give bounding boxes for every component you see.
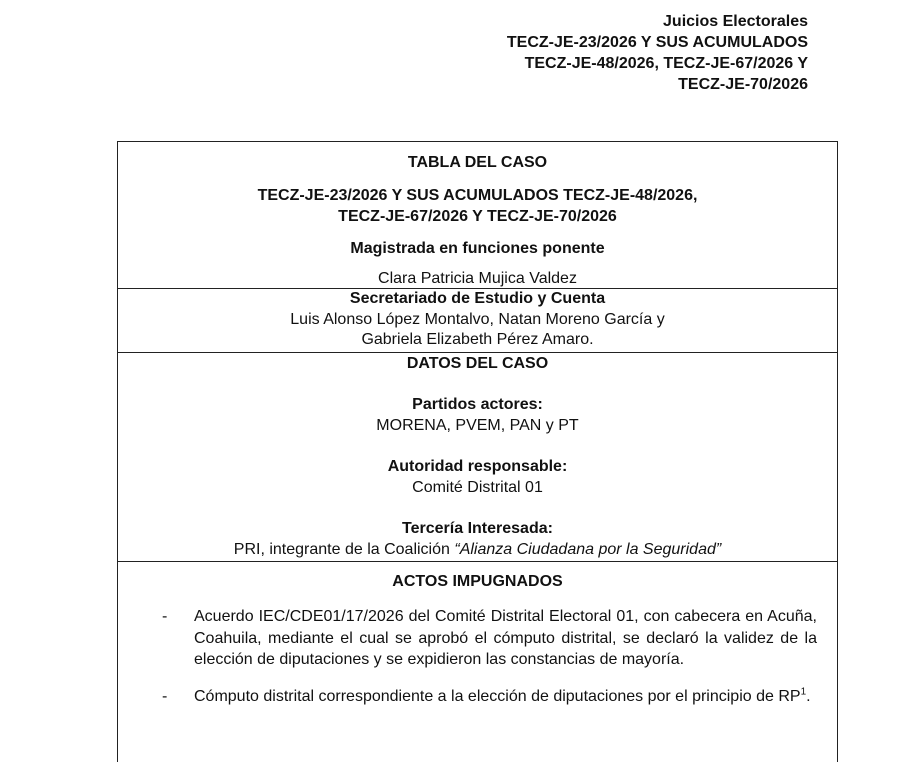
secretariado-line: Gabriela Elizabeth Pérez Amaro. xyxy=(361,331,594,348)
tercero-value xyxy=(118,539,837,560)
datos-section xyxy=(118,353,837,562)
list-bullet: - xyxy=(162,687,168,705)
case-table xyxy=(117,141,838,762)
list-item-suffix: . xyxy=(806,687,811,705)
autoridad-label: Autoridad responsable: xyxy=(387,458,568,475)
expediente-numbers xyxy=(118,185,837,227)
coalition-name: “Alianza Ciudadana por la Seguridad” xyxy=(454,541,722,558)
case-section-header xyxy=(118,142,837,289)
actos-section xyxy=(118,562,837,762)
header-line: Juicios Electorales xyxy=(663,13,808,30)
datos-title: DATOS DEL CASO xyxy=(406,355,549,372)
document-header xyxy=(507,11,808,95)
tercero-label: Tercería Interesada: xyxy=(402,520,553,537)
table-title: TABLA DEL CASO xyxy=(407,154,548,171)
list-item-text: Acuerdo IEC/CDE01/17/2026 del Comité Distrital Electoral 01, con cabecera en Acuña, Coahuila, mediante el cual se aprobó el cómputo distrital, se declaró la validez de la elección de diputaciones y se expidieron las constancias de mayoría. xyxy=(194,608,817,668)
list-bullet: - xyxy=(162,608,168,625)
expediente-line: TECZ-JE-23/2026 Y SUS ACUMULADOS TECZ-JE-48/2026, xyxy=(257,187,698,204)
actos-title: ACTOS IMPUGNADOS xyxy=(392,573,563,590)
expediente-line: TECZ-JE-67/2026 Y TECZ-JE-70/2026 xyxy=(338,208,617,225)
list-item-text xyxy=(194,686,817,708)
list-item-body: Cómputo distrital correspondiente a la elección de diputaciones por el principio de RP xyxy=(194,687,801,705)
secretariado-section xyxy=(118,289,837,353)
ponente-name: Clara Patricia Mujica Valdez xyxy=(378,270,577,287)
actores-value: MORENA, PVEM, PAN y PT xyxy=(376,417,579,434)
secretariado-line: Luis Alonso López Montalvo, Natan Moreno García y xyxy=(290,310,665,328)
tercero-value-prefix: PRI, integrante de la Coalición xyxy=(233,541,455,558)
secretariado-label: Secretariado de Estudio y Cuenta xyxy=(349,290,606,307)
autoridad-value: Comité Distrital 01 xyxy=(412,479,543,496)
list-item xyxy=(162,606,817,671)
header-line: TECZ-JE-23/2026 Y SUS ACUMULADOS xyxy=(506,34,808,51)
header-line: TECZ-JE-48/2026, TECZ-JE-67/2026 Y xyxy=(524,55,808,72)
list-item xyxy=(162,686,817,708)
footnote-marker[interactable]: 1 xyxy=(800,686,807,698)
ponente-label: Magistrada en funciones ponente xyxy=(350,240,605,257)
header-line: TECZ-JE-70/2026 xyxy=(678,76,808,93)
actores-label: Partidos actores: xyxy=(412,396,543,413)
